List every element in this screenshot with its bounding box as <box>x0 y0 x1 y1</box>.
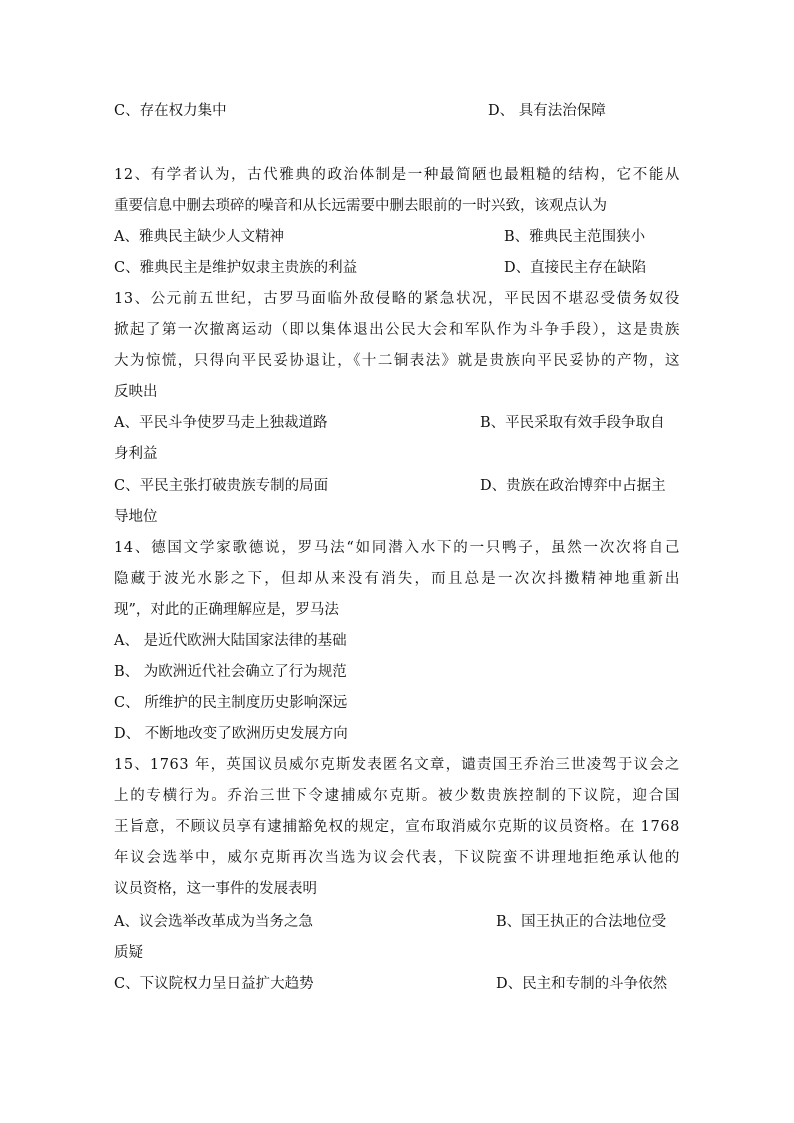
q15-option-d: D、民主和专制的斗争依然 <box>496 976 668 992</box>
q12-option-b: B、雅典民主范围狭小 <box>504 229 646 245</box>
q14-stem-line-3: 现”，对此的正确理解应是，罗马法 <box>114 602 339 618</box>
q14-stem-line-2: 隐藏于波光水影之下，但却从来没有消失，而且总是一次次抖擞精神地重新出 <box>114 571 680 587</box>
q14-option-a: A、 是近代欧洲大陆国家法律的基础 <box>114 633 347 649</box>
q15-option-b-wrap: 质疑 <box>114 945 143 961</box>
q13-stem-line-3: 大为惊慌，只得向平民妥协退让，《十二铜表法》就是贵族向平民妥协的产物，这 <box>114 353 680 369</box>
q15-stem-line-3: 王旨意，不顾议员享有逮捕豁免权的规定，宣布取消威尔克斯的议员资格。在 1768 <box>114 819 680 835</box>
q13-stem-line-4: 反映出 <box>114 384 158 400</box>
q15-stem-line-5: 议员资格，这一事件的发展表明 <box>114 881 317 897</box>
q13-option-b: B、平民采取有效手段争取自 <box>480 415 665 431</box>
q13-option-b-wrap: 身利益 <box>114 446 158 462</box>
q13-option-d-wrap: 导地位 <box>114 509 158 525</box>
q15-stem-line-1: 15、1763 年，英国议员威尔克斯发表匿名文章，谴责国王乔治三世凌驾于议会之 <box>114 757 680 773</box>
q13-stem-line-2: 掀起了第一次撤离运动（即以集体退出公民大会和军队作为斗争手段），这是贵族 <box>114 322 680 338</box>
q15-option-a: A、议会选举改革成为当务之急 <box>114 914 313 930</box>
q15-option-b: B、国王执正的合法地位受 <box>496 914 667 930</box>
q13-option-c: C、平民主张打破贵族专制的局面 <box>114 478 329 494</box>
q12-stem-line-1: 12、有学者认为，古代雅典的政治体制是一种最简陋也最粗糙的结构，它不能从 <box>114 167 680 183</box>
q11-option-d: D、 具有法治保障 <box>488 103 606 119</box>
q15-stem-line-2: 上的专横行为。乔治三世下令逮捕威尔克斯。被少数贵族控制的下议院，迎合国 <box>114 788 680 804</box>
q12-stem-line-2: 重要信息中删去琐碎的噪音和从长远需要中删去眼前的一时兴致，该观点认为 <box>114 198 607 214</box>
q12-option-c: C、雅典民主是维护奴隶主贵族的利益 <box>114 260 358 276</box>
q14-option-c: C、 所维护的民主制度历史影响深远 <box>114 695 348 711</box>
q13-stem-line-1: 13、公元前五世纪，古罗马面临外敌侵略的紧急状况，平民因不堪忍受债务奴役 <box>114 291 680 307</box>
q15-option-c: C、下议院权力呈日益扩大趋势 <box>114 976 314 992</box>
q12-option-d: D、直接民主存在缺陷 <box>504 260 647 276</box>
q14-stem-line-1: 14、德国文学家歌德说，罗马法“如同潜入水下的一只鸭子，虽然一次次将自己 <box>114 540 680 556</box>
q13-option-a: A、平民斗争使罗马走上独裁道路 <box>114 415 328 431</box>
q12-option-a: A、雅典民主缺少人文精神 <box>114 229 284 245</box>
q14-option-b: B、 为欧洲近代社会确立了行为规范 <box>114 664 347 680</box>
q14-option-d: D、 不断地改变了欧洲历史发展方向 <box>114 726 348 742</box>
q13-option-d: D、贵族在政治博弈中占据主 <box>480 478 666 494</box>
q15-stem-line-4: 年议会选举中，威尔克斯再次当选为议会代表，下议院蛮不讲理地拒绝承认他的 <box>114 850 680 866</box>
q11-option-c: C、存在权力集中 <box>114 103 227 119</box>
